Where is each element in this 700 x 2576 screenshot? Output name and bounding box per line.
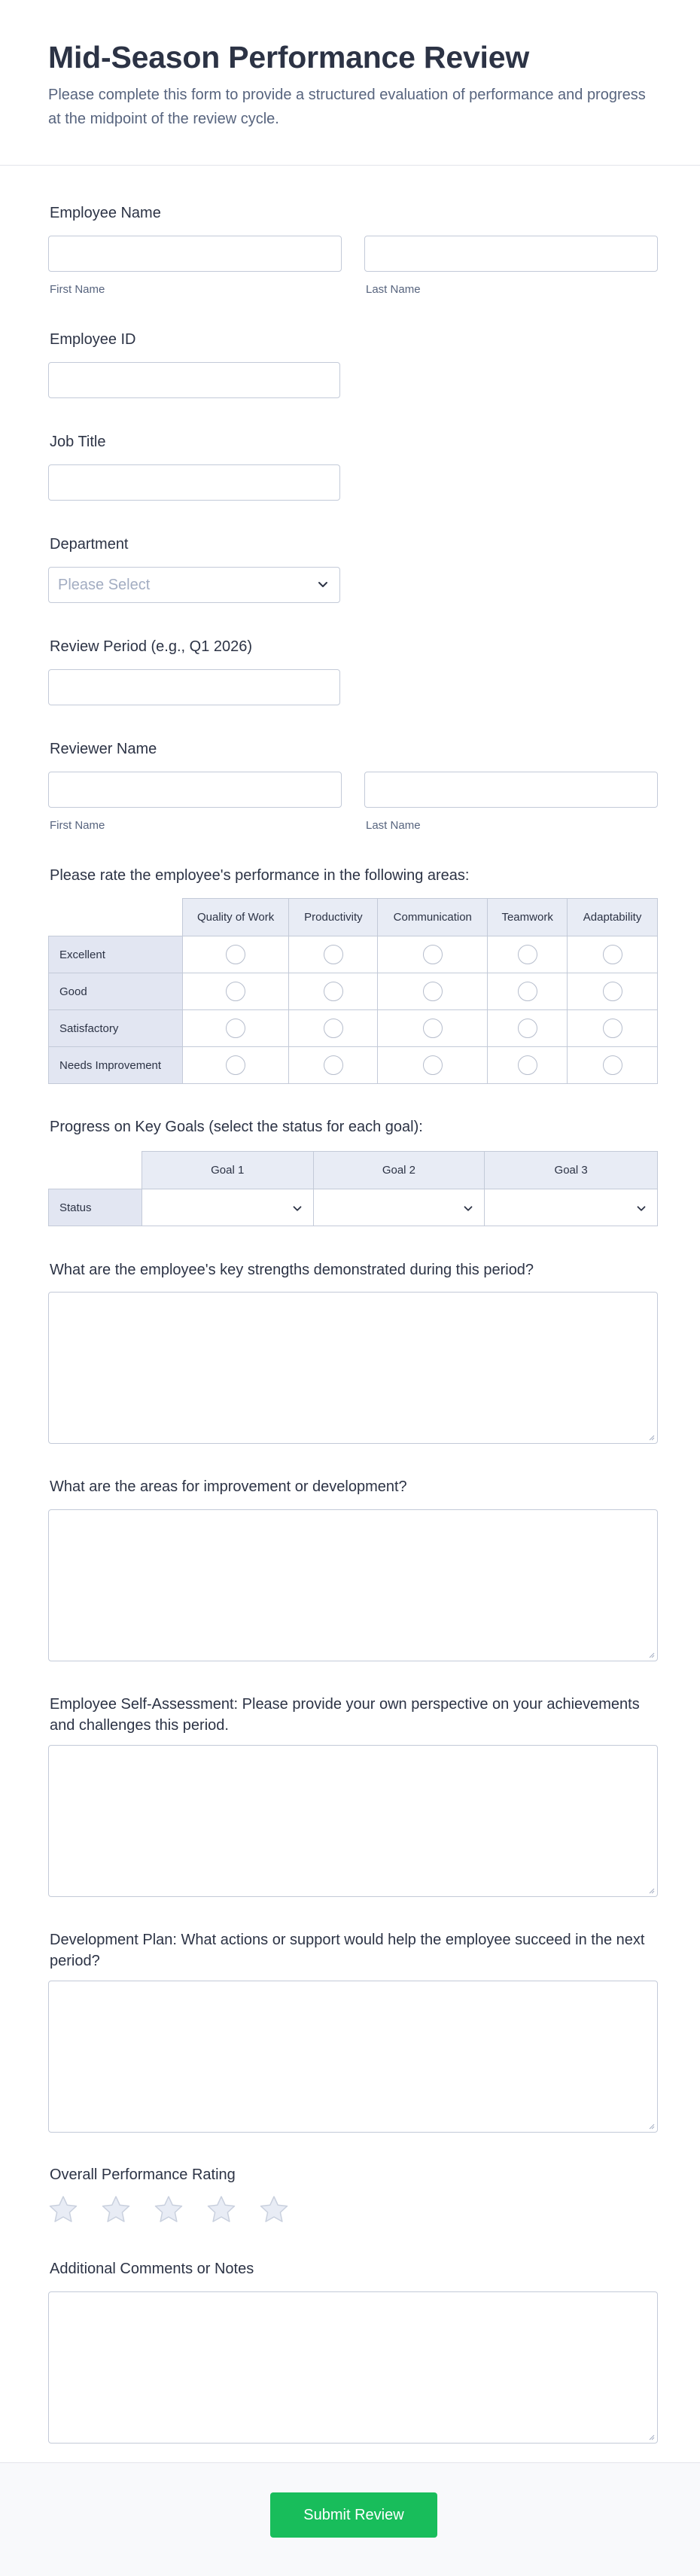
star-icon[interactable]: [154, 2194, 184, 2224]
job-title-label: Job Title: [50, 434, 106, 450]
rating-radio[interactable]: [603, 1055, 622, 1075]
strengths-label: What are the employee's key strengths demonstrated during this period?: [50, 1262, 534, 1278]
rating-row: [49, 936, 658, 973]
resize-grip-icon[interactable]: [647, 1886, 655, 1894]
overall-rating-label: Overall Performance Rating: [50, 2166, 236, 2183]
rating-column-header: Quality of Work: [182, 899, 289, 936]
department-label: Department: [50, 536, 129, 553]
rating-radio[interactable]: [603, 1019, 622, 1038]
development-plan-label: Development Plan: What actions or support would help the employee succeed in the next period?: [50, 1932, 645, 1969]
rating-matrix-corner: [49, 899, 183, 936]
reviewer-first-name-input[interactable]: [48, 772, 342, 808]
rating-radio[interactable]: [226, 945, 245, 964]
resize-grip-icon[interactable]: [647, 1433, 655, 1441]
employee-last-name-sublabel: Last Name: [366, 283, 421, 296]
reviewer-last-name-input[interactable]: [364, 772, 658, 808]
form-header: [48, 38, 650, 131]
submit-button[interactable]: Submit Review: [270, 2492, 437, 2538]
goals-header-row: [49, 1152, 658, 1189]
employee-name-label: Employee Name: [50, 205, 161, 221]
rating-row-label: Excellent: [49, 936, 183, 973]
goals-row-label: Status: [49, 1189, 142, 1226]
chevron-down-icon: [291, 1201, 304, 1215]
improvement-textarea[interactable]: [48, 1509, 658, 1661]
rating-radio[interactable]: [423, 982, 443, 1001]
job-title-input[interactable]: [48, 464, 340, 501]
rating-radio[interactable]: [518, 982, 537, 1001]
form-subtitle: Please complete this form to provide a structured evaluation of performance and progress at the midpoint of the review cycle.: [48, 87, 646, 127]
reviewer-first-name-sublabel: First Name: [50, 819, 105, 832]
employee-first-name-sublabel: First Name: [50, 283, 105, 296]
rating-column-header: Teamwork: [488, 899, 568, 936]
rating-radio[interactable]: [603, 945, 622, 964]
rating-radio[interactable]: [518, 1019, 537, 1038]
rating-radio[interactable]: [603, 982, 622, 1001]
department-placeholder: Please Select: [58, 577, 151, 593]
goal-column-header: Goal 3: [485, 1152, 658, 1189]
rating-radio[interactable]: [518, 945, 537, 964]
rating-row-label: Good: [49, 973, 183, 1010]
rating-radio[interactable]: [324, 982, 343, 1001]
rating-row-label: Satisfactory: [49, 1010, 183, 1047]
rating-column-header: Productivity: [289, 899, 378, 936]
resize-grip-icon[interactable]: [647, 2433, 655, 2441]
employee-id-label: Employee ID: [50, 331, 136, 348]
self-assessment-label: Employee Self-Assessment: Please provide your own perspective on your achievements and challenges this period.: [50, 1696, 640, 1734]
development-plan-textarea[interactable]: [48, 1981, 658, 2133]
rating-radio[interactable]: [226, 982, 245, 1001]
resize-grip-icon[interactable]: [647, 2122, 655, 2130]
rating-column-header: Adaptability: [568, 899, 658, 936]
goals-matrix: [48, 1151, 658, 1226]
goals-label: Progress on Key Goals (select the status for each goal):: [50, 1119, 423, 1135]
rating-radio[interactable]: [423, 1019, 443, 1038]
reviewer-name-label: Reviewer Name: [50, 741, 157, 757]
rating-radio[interactable]: [324, 1019, 343, 1038]
department-select[interactable]: [48, 567, 340, 603]
rating-radio[interactable]: [423, 1055, 443, 1075]
improvement-label: What are the areas for improvement or development?: [50, 1478, 407, 1495]
form-title: Mid-Season Performance Review: [48, 40, 530, 75]
rating-radio[interactable]: [324, 945, 343, 964]
goal-column-header: Goal 1: [142, 1152, 313, 1189]
goal-2-status-select[interactable]: [314, 1189, 485, 1226]
chevron-down-icon: [461, 1201, 475, 1215]
rating-radio[interactable]: [226, 1019, 245, 1038]
chevron-down-icon: [315, 577, 330, 592]
star-icon[interactable]: [48, 2194, 78, 2224]
rating-radio[interactable]: [324, 1055, 343, 1075]
reviewer-last-name-sublabel: Last Name: [366, 819, 421, 832]
review-period-input[interactable]: [48, 669, 340, 705]
rating-row: [49, 1010, 658, 1047]
rating-row: [49, 1047, 658, 1084]
goal-1-status-select[interactable]: [142, 1189, 313, 1226]
rating-matrix: [48, 898, 658, 1084]
rating-row: [49, 973, 658, 1010]
review-period-label: Review Period (e.g., Q1 2026): [50, 638, 253, 655]
star-icon[interactable]: [101, 2194, 131, 2224]
rating-matrix-header-row: [49, 899, 658, 936]
goal-column-header: Goal 2: [313, 1152, 485, 1189]
rating-row-label: Needs Improvement: [49, 1047, 183, 1084]
star-icon[interactable]: [259, 2194, 289, 2224]
rating-radio[interactable]: [423, 945, 443, 964]
star-icon[interactable]: [206, 2194, 236, 2224]
strengths-textarea[interactable]: [48, 1292, 658, 1444]
employee-last-name-input[interactable]: [364, 236, 658, 272]
rating-column-header: Communication: [378, 899, 488, 936]
goals-status-row: [49, 1189, 658, 1226]
star-rating: [48, 2194, 289, 2224]
goals-corner: [49, 1152, 142, 1189]
employee-id-input[interactable]: [48, 362, 340, 398]
rating-radio[interactable]: [226, 1055, 245, 1075]
comments-textarea[interactable]: [48, 2291, 658, 2444]
rating-radio[interactable]: [518, 1055, 537, 1075]
rating-matrix-label: Please rate the employee's performance in the following areas:: [50, 867, 470, 884]
chevron-down-icon: [635, 1201, 648, 1215]
goal-3-status-select[interactable]: [485, 1189, 657, 1226]
resize-grip-icon[interactable]: [647, 1651, 655, 1658]
comments-label: Additional Comments or Notes: [50, 2261, 254, 2277]
employee-first-name-input[interactable]: [48, 236, 342, 272]
header-divider: [0, 165, 700, 166]
self-assessment-textarea[interactable]: [48, 1745, 658, 1897]
